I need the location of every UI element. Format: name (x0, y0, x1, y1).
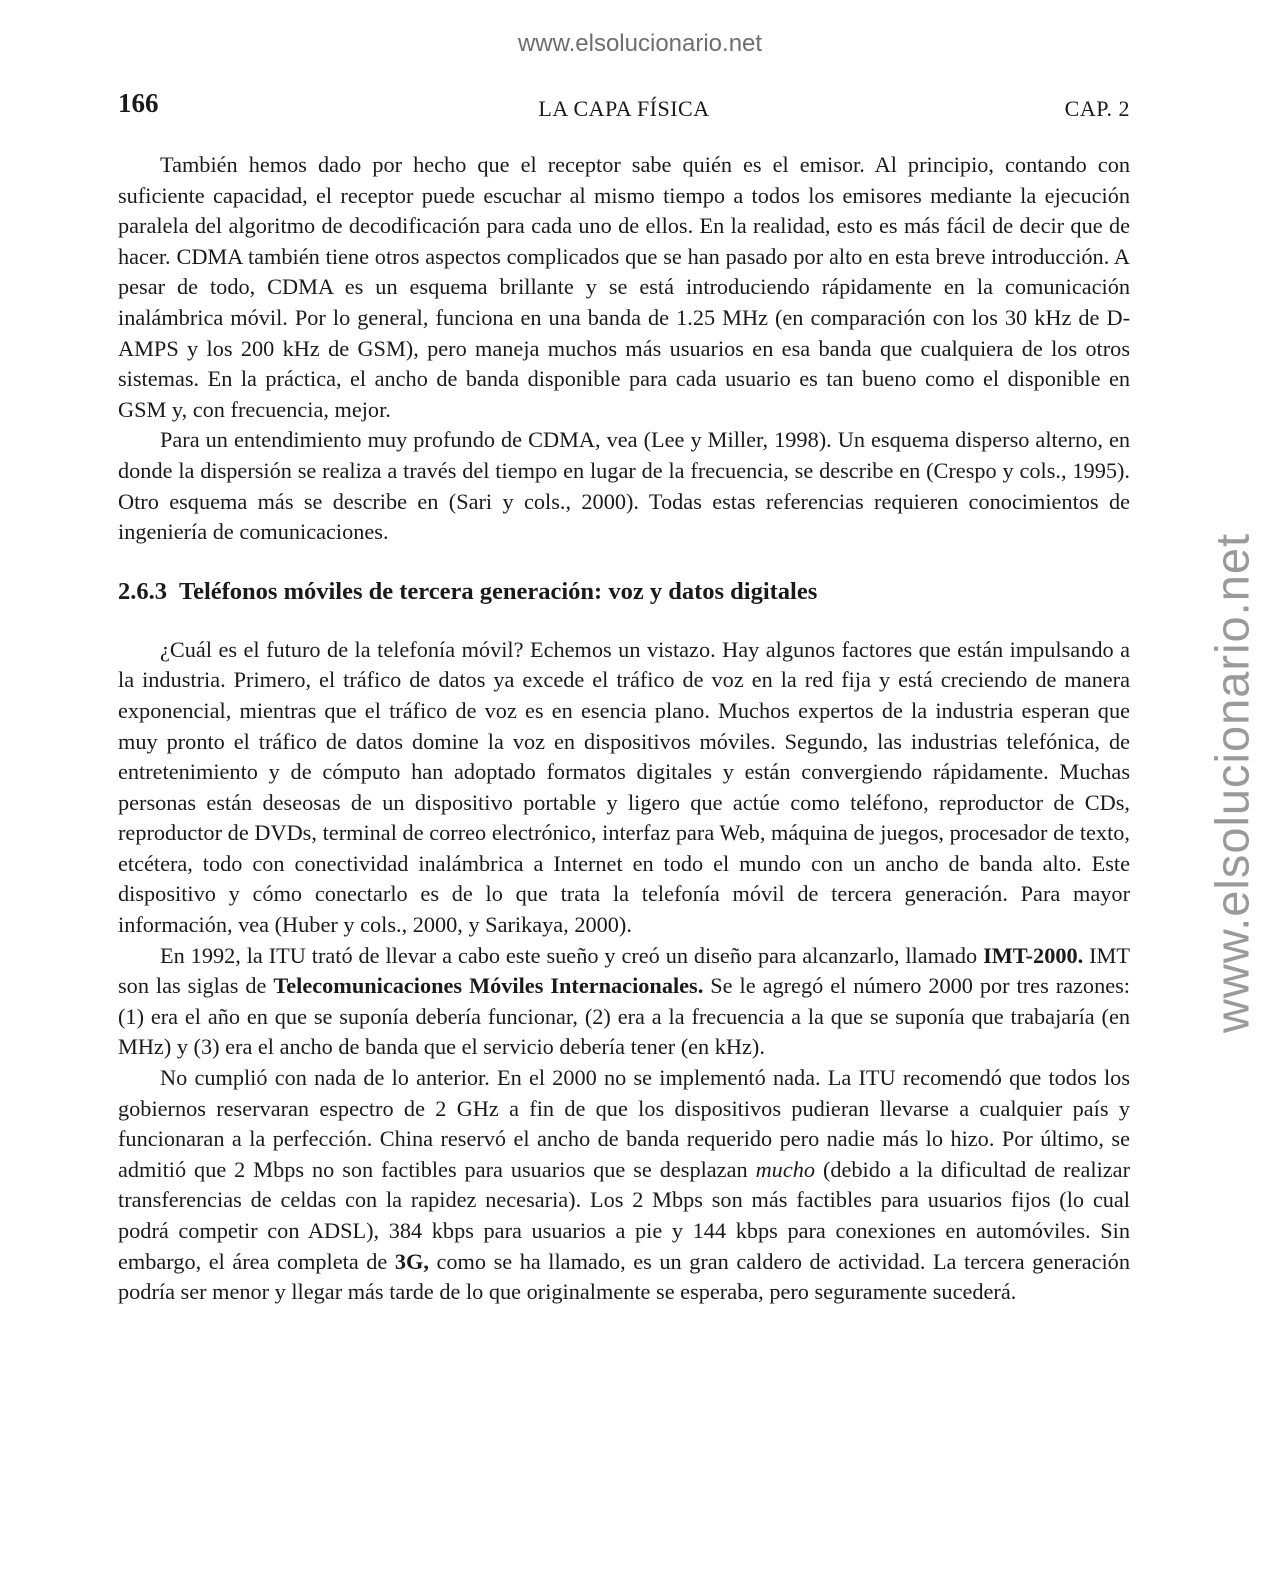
paragraph-imt-2000 (118, 941, 1130, 1063)
running-head (118, 88, 1130, 124)
section-heading (118, 575, 1130, 609)
chapter-label: CAP. 2 (1064, 96, 1130, 121)
paragraph-cdma-references: Para un entendimiento muy profundo de CDMA, vea (Lee y Miller, 1998). Un esquema disperso alterno, en donde la dispersión se realiza a través del tiempo en lugar de la frecuencia, se describe en (Crespo y cols., 1995). Otro esquema más se describe en (Sari y cols., 2000). Todas estas referencias requieren conocimientos de ingeniería de comunicaciones. (118, 427, 1130, 545)
term-3g: 3G, (394, 1248, 429, 1274)
text-run: Se le agregó el número 2000 por tres razones: (1) era el año en que se suponía debería funcionar, (2) era a la frecuencia a la que se suponía que trabajaría (en MHz) y (3) era el ancho de banda que el servicio debería tener (en kHz). (118, 973, 1130, 1060)
page-number: 166 (118, 88, 159, 118)
section-title: Teléfonos móviles de tercera generación: voz y datos digitales (179, 577, 818, 605)
page-body (118, 150, 1130, 1308)
term-imt-2000: IMT-2000. (983, 942, 1084, 968)
text-run: como se ha llamado, es un gran caldero de actividad. La tercera generación podría ser menor y llegar más tarde de lo que originalmente se esperaba, pero seguramente sucederá. (118, 1248, 1130, 1305)
paragraph-cdma-receiver: También hemos dado por hecho que el receptor sabe quién es el emisor. Al principio, contando con suficiente capacidad, el receptor puede escuchar al mismo tiempo a todos los emisores mediante la ejecución paralela del algoritmo de decodificación para cada uno de ellos. En la realidad, esto es más fácil de decir que de hacer. CDMA también tiene otros aspectos complicados que se han pasado por alto en esta breve introducción. A pesar de todo, CDMA es un esquema brillante y se está introduciendo rápidamente en la comunicación inalámbrica móvil. Por lo general, funciona en una banda de 1.25 MHz (en comparación con los 30 kHz de D-AMPS y los 200 kHz de GSM), pero maneja muchos más usuarios en esa banda que cualquiera de los otros sistemas. En la práctica, el ancho de banda disponible para cada usuario es tan bueno como el disponible en GSM y, con frecuencia, mejor. (118, 152, 1130, 422)
watermark-top: www.elsolucionario.net (517, 30, 763, 57)
text-run: En 1992, la ITU trató de llevar a cabo este sueño y creó un diseño para alcanzarlo, llamado (160, 942, 984, 968)
section-number: 2.6.3 (118, 577, 167, 605)
text-run: (debido a la dificultad de realizar transferencias de celdas con la rapidez necesaria). Los 2 Mbps son más factibles para usuarios fijos (lo cual podrá competir con ADSL), 384 kbps para usuarios a pie y 144 kbps para conexiones en automóviles. Sin embargo, el área completa de (118, 1156, 1130, 1274)
text-run: IMT son las siglas de (118, 942, 1130, 999)
term-imt-expansion: Telecomunicaciones Móviles Internacionales. (273, 973, 704, 999)
running-title: LA CAPA FÍSICA (538, 96, 710, 121)
watermark-side: www.elsolucionario.net (1205, 532, 1259, 1034)
emphasis-mucho: mucho (755, 1156, 816, 1182)
paragraph-3g-status (118, 1063, 1130, 1308)
text-run: No cumplió con nada de lo anterior. En el 2000 no se implementó nada. La ITU recomendó que todos los gobiernos reservaran espectro de 2 GHz a fin de que los dispositivos pudieran llevarse a cualquier país y funcionaran a la perfección. China reservó el ancho de banda requerido pero nadie más lo hizo. Por último, se admitió que 2 Mbps no son factibles para usuarios que se desplazan (118, 1065, 1130, 1182)
paragraph-mobile-future: ¿Cuál es el futuro de la telefonía móvil? Echemos un vistazo. Hay algunos factores que están impulsando a la industria. Primero, el tráfico de datos ya excede el tráfico de voz en la red fija y está creciendo de manera exponencial, mientras que el tráfico de voz es en esencia plano. Muchos expertos de la industria esperan que muy pronto el tráfico de datos domine la voz en dispositivos móviles. Segundo, las industrias telefónica, de entretenimiento y de cómputo han adoptado formatos digitales y están convergiendo rápidamente. Muchas personas están deseosas de un dispositivo portable y ligero que actúe como teléfono, reproductor de CDs, reproductor de DVDs, terminal de correo electrónico, interfaz para Web, máquina de juegos, procesador de texto, etcétera, todo con conectividad inalámbrica a Internet en todo el mundo con un ancho de banda alto. Este dispositivo y cómo conectarlo es de lo que trata la telefonía móvil de tercera generación. Para mayor información, vea (Huber y cols., 2000, y Sarikaya, 2000). (118, 636, 1130, 938)
